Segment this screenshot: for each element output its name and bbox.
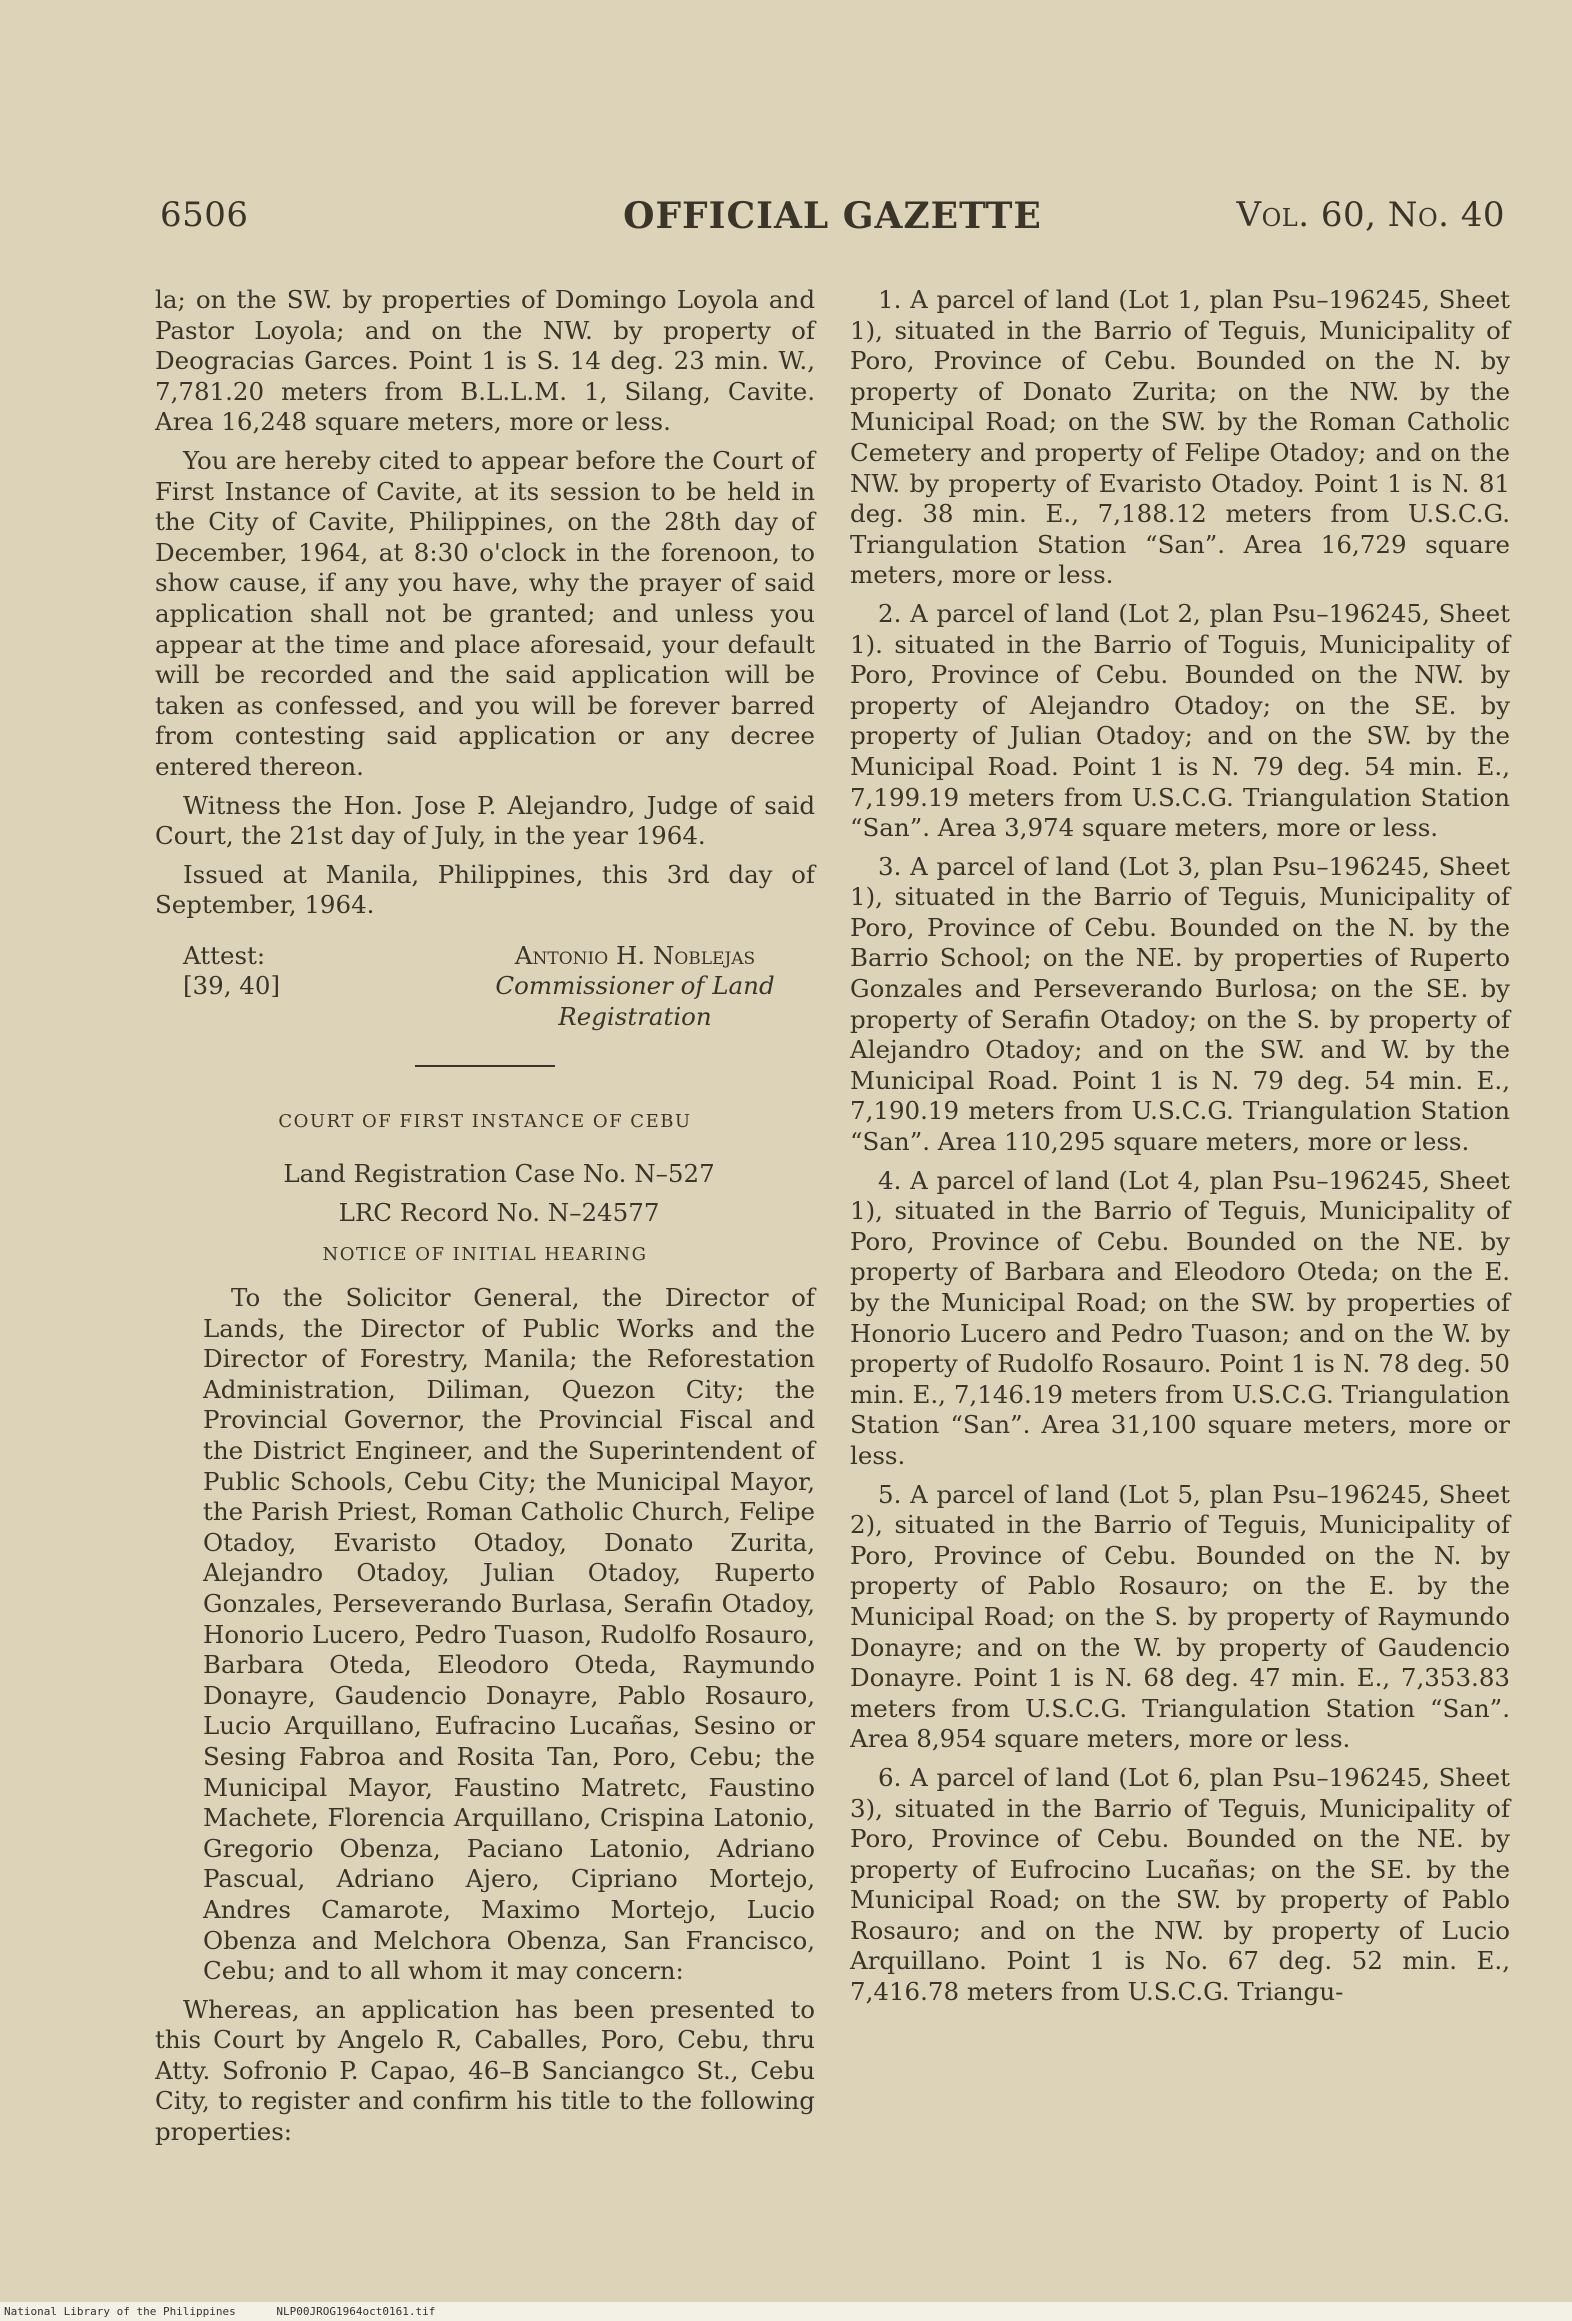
paragraph-citation: You are hereby cited to appear before the Court of First Instance of Cavite, at its session to be held in the City of Cavite, Philippines, on the 28th day of December, 1964, at 8:30 o'clock in the forenoon, to show cause, if any you have, why the prayer of said application shall not be granted; and unless you appear at the time and place aforesaid, your default will be recorded and the said application will be taken as confessed, and you will be forever barred from contesting said application or any decree entered thereon.	[155, 445, 815, 781]
paragraph-witness: Witness the Hon. Jose P. Alejandro, Judge of said Court, the 21st day of July, in the year 1964.	[155, 790, 815, 851]
signatory-name: Antonio H. Noblejas	[514, 940, 756, 970]
left-column	[155, 285, 815, 2156]
file-label: NLP00JROG1964oct0161.tif	[276, 2305, 436, 2318]
library-label: National Library of the Philippines	[4, 2305, 236, 2318]
lot-paragraph-4: 4. A parcel of land (Lot 4, plan Psu–196245, Sheet 1), situated in the Barrio of Teguis, Municipality of Poro, Province of Cebu. Bounded on the NE. by property of Barbara and Eleodoro Oteda; on the E. by the Municipal Road; on the SW. by properties of Honorio Lucero and Pedro Tuason; and on the W. by property of Rudolfo Rosauro. Point 1 is N. 78 deg. 50 min. E., 7,146.19 meters from U.S.C.G. Triangulation Station “San”. Area 31,100 square meters, more or less.	[850, 1165, 1510, 1470]
record-number: LRC Record No. N–24577	[338, 1197, 660, 1227]
paragraph-whereas: Whereas, an application has been presented to this Court by Angelo R, Caballes, Poro, Cebu, thru Atty. Sofronio P. Capao, 46–B Sanciangco St., Cebu City, to register and confirm his title to the following properties:	[155, 1994, 815, 2147]
paragraph-continuation: la; on the SW. by properties of Domingo Loyola and Pastor Loyola; and on the NW. by property of Deogracias Garces. Point 1 is S. 14 deg. 23 min. W., 7,781.20 meters from B.L.L.M. 1, Silang, Cavite. Area 16,248 square meters, more or less.	[155, 285, 815, 437]
page-header	[160, 195, 1505, 245]
case-number: Land Registration Case No. N–527	[283, 1159, 715, 1189]
volume-number: Vol. 60, No. 40	[1236, 195, 1505, 235]
attestation-block	[183, 941, 815, 1033]
addressee-list: To the Solicitor General, the Director of Lands, the Director of Public Works and the Director of Forestry, Manila; the Reforestation Administration, Diliman, Quezon City; the Provincial Governor, the Provincial Fiscal and the District Engineer, and the Superintendent of Public Schools, Cebu City; the Municipal Mayor, the Parish Priest, Roman Catholic Church, Felipe Otadoy, Evaristo Otadoy, Donato Zurita, Alejandro Otadoy, Julian Otadoy, Ruperto Gonzales, Perseverando Burlasa, Serafin Otadoy, Honorio Lucero, Pedro Tuason, Rudolfo Rosauro, Barbara Oteda, Eleodoro Oteda, Raymundo Donayre, Gaudencio Donayre, Pablo Rosauro, Lucio Arquillano, Eufracino Lucañas, Sesino or Sesing Fabroa and Rosita Tan, Poro, Cebu; the Municipal Mayor, Faustino Matretc, Faustino Machete, Florencia Arquillano, Crispina Latonio, Gregorio Obenza, Paciano Latonio, Adriano Pascual, Adriano Ajero, Cipriano Mortejo, Andres Camarote, Maximo Mortejo, Lucio Obenza and Melchora Obenza, San Francisco, Cebu; and to all whom it may concern:	[203, 1283, 815, 1986]
section-divider	[415, 1065, 555, 1067]
page-number: 6506	[160, 195, 249, 235]
lot-paragraph-6: 6. A parcel of land (Lot 6, plan Psu–196245, Sheet 3), situated in the Barrio of Teguis, Municipality of Poro, Province of Cebu. Bounded on the NE. by property of Eufrocino Lucañas; on the SE. by the Municipal Road; on the SW. by property of Pablo Rosauro; and on the NW. by property of Lucio Arquillano. Point 1 is No. 67 deg. 52 min. E., 7,416.78 meters from U.S.C.G. Triangu-	[850, 1762, 1510, 2007]
lot-paragraph-3: 3. A parcel of land (Lot 3, plan Psu–196245, Sheet 1), situated in the Barrio of Teguis, Municipality of Poro, Province of Cebu. Bounded on the N. by the Barrio School; on the NE. by properties of Ruperto Gonzales and Perseverando Burlosa; on the SE. by property of Serafin Otadoy; on the S. by property of Alejandro Otadoy; and on the SW. and W. by the Municipal Road. Point 1 is N. 79 deg. 54 min. E., 7,190.19 meters from U.S.C.G. Triangulation Station “San”. Area 110,295 square meters, more or less.	[850, 851, 1510, 1157]
court-heading: COURT OF FIRST INSTANCE OF CEBU	[278, 1110, 692, 1132]
lot-paragraph-1: 1. A parcel of land (Lot 1, plan Psu–196245, Sheet 1), situated in the Barrio of Teguis, Municipality of Poro, Province of Cebu. Bounded on the N. by property of Donato Zurita; on the NW. by the Municipal Road; on the SW. by the Roman Catholic Cemetery and property of Felipe Otadoy; and on the NW. by property of Evaristo Otadoy. Point 1 is N. 81 deg. 38 min. E., 7,188.12 meters from U.S.C.G. Triangulation Station “San”. Area 16,729 square meters, more or less.	[850, 285, 1510, 590]
notice-title: NOTICE OF INITIAL HEARING	[322, 1244, 648, 1266]
attest-reference: [39, 40]	[183, 971, 281, 1001]
lot-paragraph-2: 2. A parcel of land (Lot 2, plan Psu–196245, Sheet 1). situated in the Barrio of Toguis, Municipality of Poro, Province of Cebu. Bounded on the NW. by property of Alejandro Otadoy; on the SE. by property of Julian Otadoy; and on the SW. by the Municipal Road. Point 1 is N. 79 deg. 54 min. E., 7,199.19 meters from U.S.C.G. Triangulation Station “San”. Area 3,974 square meters, more or less.	[850, 598, 1510, 843]
lot-paragraph-5: 5. A parcel of land (Lot 5, plan Psu–196245, Sheet 2), situated in the Barrio of Teguis, Municipality of Poro, Province of Cebu. Bounded on the N. by property of Pablo Rosauro; on the E. by the Municipal Road; on the S. by property of Raymundo Donayre; and on the W. by property of Gaudencio Donayre. Point 1 is N. 68 deg. 47 min. E., 7,353.83 meters from U.S.C.G. Triangulation Station “San”. Area 8,954 square meters, more or less.	[850, 1479, 1510, 1754]
scan-footer	[0, 2302, 1572, 2321]
signatory-office: Commissioner of Land Registration	[495, 971, 775, 1032]
attest-label: Attest:	[183, 940, 266, 970]
paragraph-issued: Issued at Manila, Philippines, this 3rd day of September, 1964.	[155, 859, 815, 920]
right-column	[850, 285, 1510, 2016]
publication-title: OFFICIAL GAZETTE	[623, 195, 1042, 237]
